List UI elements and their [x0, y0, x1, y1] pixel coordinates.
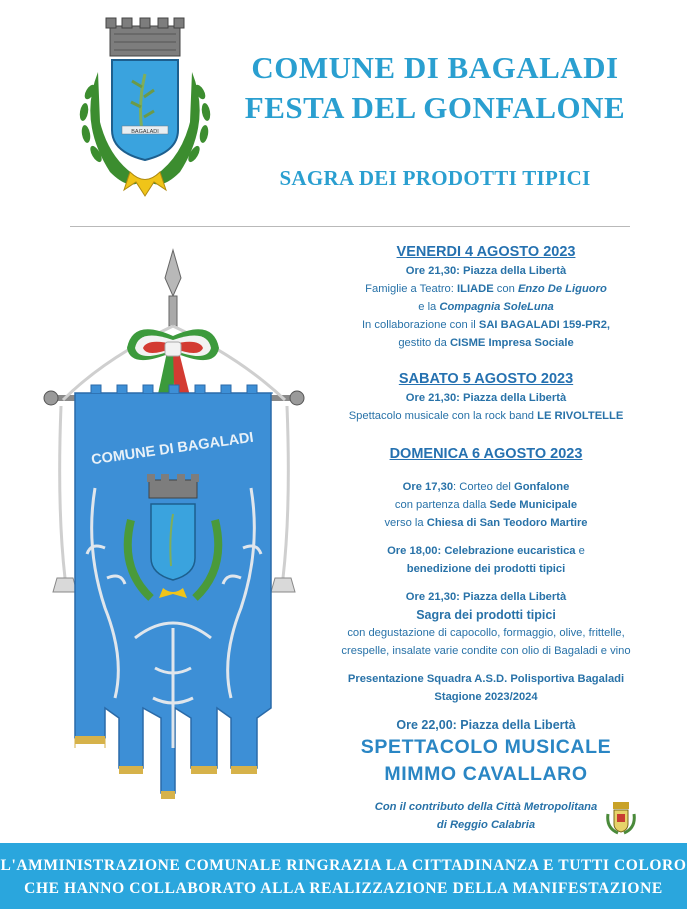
- text-segment: Compagnia SoleLuna: [439, 301, 554, 313]
- program-saturday: [330, 369, 642, 425]
- banner-label: COMUNE DI BAGALADI: [90, 429, 255, 469]
- day-title: VENERDI 4 AGOSTO 2023: [396, 244, 576, 260]
- text-segment: verso la: [384, 517, 427, 529]
- text-segment: SAI BAGALADI 159-PR2,: [478, 319, 611, 331]
- text-segment: Ore 22,00: Piazza della Libertà: [396, 718, 576, 732]
- divider: [70, 226, 630, 227]
- program-friday: [330, 242, 642, 352]
- text-segment: con degustazione di capocollo, formaggio, olive, frittelle,: [347, 627, 625, 639]
- contribution-text: Con il contributo della Città Metropolitana: [374, 801, 598, 813]
- footer-line1: L'AMMINISTRAZIONE COMUNALE RINGRAZIA LA CITTADINANZA E TUTTI COLORO: [0, 857, 687, 874]
- text-segment: Enzo De Liguoro: [517, 283, 607, 295]
- text-segment: : Corteo del: [453, 481, 514, 493]
- svg-text:BAGALADI: BAGALADI: [131, 129, 159, 135]
- time-place: Ore 21,30: Piazza della Libertà: [405, 392, 567, 404]
- footer-line2: CHE HANNO COLLABORATO ALLA REALIZZAZIONE DELLA MANIFESTAZIONE: [24, 880, 663, 897]
- municipal-crest: [70, 12, 220, 207]
- text-segment: benedizione dei prodotti tipici: [406, 563, 566, 575]
- time-place: Ore 21,30: Piazza della Libertà: [405, 265, 567, 277]
- text-segment: In collaborazione con il: [361, 319, 479, 331]
- text-segment: gestito da: [398, 337, 450, 349]
- text-segment: Ore 17,30: [402, 481, 454, 493]
- footer-band: [0, 843, 687, 909]
- metro-city-crest-icon: [604, 800, 638, 836]
- page-title-line1: COMUNE DI BAGALADI: [251, 50, 619, 85]
- day-title: DOMENICA 6 AGOSTO 2023: [389, 446, 583, 462]
- text-segment: ILIADE: [457, 283, 494, 295]
- program-sunday: [330, 444, 642, 834]
- text-segment: Ore 18,00: Celebrazione eucaristica: [387, 545, 576, 557]
- page-subtitle: SAGRA DEI PRODOTTI TIPICI: [279, 166, 591, 190]
- page-title-line2: FESTA DEL GONFALONE: [244, 90, 626, 125]
- headline-show: SPETTACOLO MUSICALE: [360, 736, 612, 758]
- text-segment: crespelle, insalate varie condite con olio di Bagaladi e vino: [341, 645, 631, 657]
- contribution-text: di Reggio Calabria: [436, 819, 536, 831]
- text-segment: Chiesa di San Teodoro Martire: [426, 517, 588, 529]
- spear-finial-icon: [165, 250, 181, 326]
- text-segment: Stagione 2023/2024: [434, 691, 538, 703]
- text-segment: Spettacolo musicale con la rock band: [348, 410, 538, 422]
- headline-artist: MIMMO CAVALLARO: [384, 763, 588, 785]
- text-segment: con: [493, 283, 518, 295]
- gonfalone-banner: [35, 248, 315, 813]
- day-title: SABATO 5 AGOSTO 2023: [398, 371, 574, 387]
- crown-icon: [106, 18, 184, 56]
- text-segment: Sede Municipale: [489, 499, 578, 511]
- text-segment: LE RIVOLTELLE: [537, 410, 624, 422]
- text-segment: CISME Impresa Sociale: [449, 337, 574, 349]
- text-segment: Sagra dei prodotti tipici: [416, 608, 556, 622]
- text-segment: Presentazione Squadra A.S.D. Polisportiva Bagaladi: [347, 673, 625, 685]
- ribbon-icon: [124, 172, 166, 196]
- shield-icon: [112, 60, 178, 160]
- text-segment: e la: [418, 301, 440, 313]
- text-segment: Gonfalone: [514, 481, 570, 493]
- text-segment: con partenza dalla: [394, 499, 490, 511]
- text-segment: e: [575, 545, 585, 557]
- text-segment: Famiglie a Teatro:: [365, 283, 457, 295]
- text-segment: Ore 21,30: Piazza della Libertà: [405, 591, 567, 603]
